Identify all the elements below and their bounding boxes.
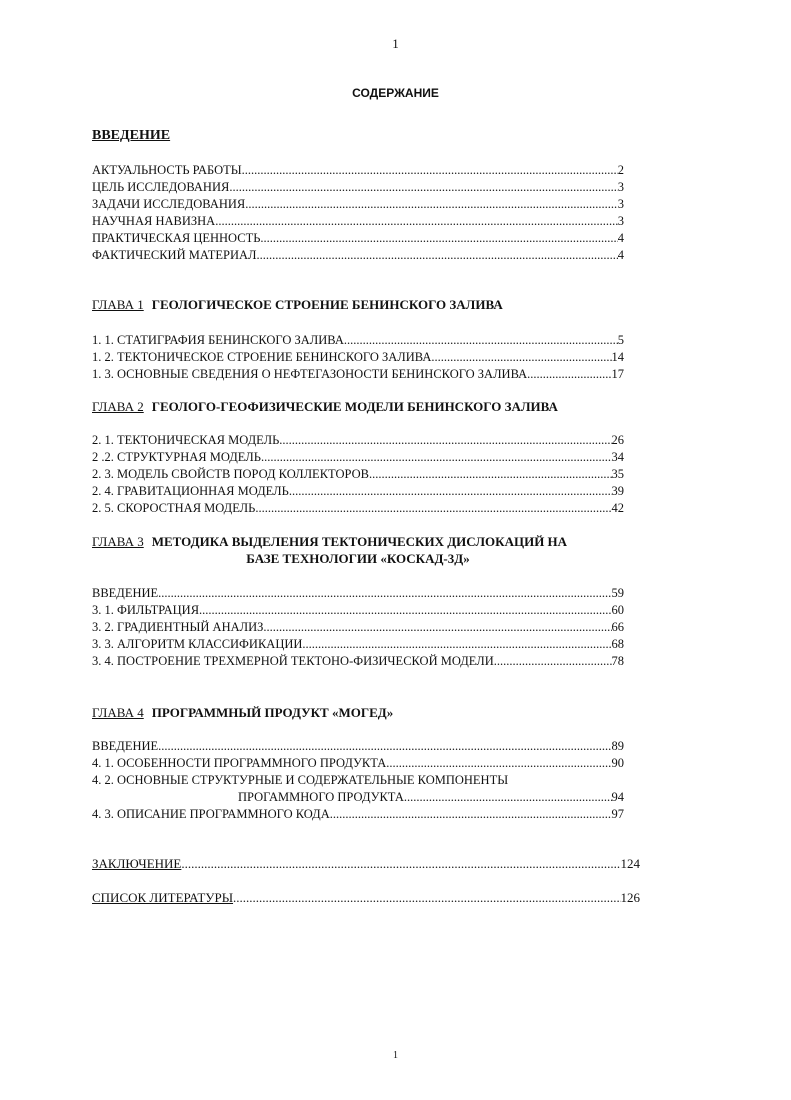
toc-entry: ВВЕДЕНИЕ ..... 89 — [92, 738, 624, 755]
chapter3-list — [92, 585, 624, 670]
toc-entry: НАУЧНАЯ НАВИЗНА ..... 3 — [92, 213, 624, 230]
toc-entry: 2. 5. СКОРОСТНАЯ МОДЕЛЬ ..... 42 — [92, 500, 624, 517]
page-number: 1 — [392, 36, 399, 51]
chapter1-label: ГЛАВА 1 — [92, 297, 144, 312]
toc-entry: 1. 3. ОСНОВНЫЕ СВЕДЕНИЯ О НЕФТЕГАЗОНОСТИ БЕНИНСКОГО ЗАЛИВА ..... 17 — [92, 366, 624, 383]
toc-entry: 2 .2. СТРУКТУРНАЯ МОДЕЛЬ ..... 34 — [92, 449, 624, 466]
intro-list — [92, 162, 624, 264]
toc-entry: ВВЕДЕНИЕ ..... 59 — [92, 585, 624, 602]
chapter3-title-line2: БАЗЕ ТЕХНОЛОГИИ «КОСКАД-3Д» — [246, 551, 470, 566]
toc-entry: 3. 4. ПОСТРОЕНИЕ ТРЕХМЕРНОЙ ТЕКТОНО-ФИЗИЧЕСКОЙ МОДЕЛИ ..... 78 — [92, 653, 624, 670]
toc-entry: 4. 3. ОПИСАНИЕ ПРОГРАММНОГО КОДА ..... 97 — [92, 806, 624, 823]
chapter3-heading — [92, 534, 567, 550]
chapter4-title: ПРОГРАММНЫЙ ПРОДУКТ «МОГЕД» — [151, 705, 394, 720]
toc-entry: АКТУАЛЬНОСТЬ РАБОТЫ ..... 2 — [92, 162, 624, 179]
toc-entry: ЗАДАЧИ ИССЛЕДОВАНИЯ ..... 3 — [92, 196, 624, 213]
footer-number: 1 — [393, 1050, 398, 1061]
toc-entry: 2. 1. ТЕКТОНИЧЕСКАЯ МОДЕЛЬ ..... 26 — [92, 432, 624, 449]
chapter2-label: ГЛАВА 2 — [92, 399, 144, 414]
chapter4-heading — [92, 705, 393, 721]
references-entry — [92, 889, 640, 906]
chapter1-title: ГЕОЛОГИЧЕСКОЕ СТРОЕНИЕ БЕНИНСКОГО ЗАЛИВА — [151, 297, 503, 312]
toc-entry-line2: ПРОГАММНОГО ПРОДУКТА ..... 94 — [92, 789, 624, 806]
toc-entry: 2. 3. МОДЕЛЬ СВОЙСТВ ПОРОД КОЛЛЕКТОРОВ ..... 35 — [92, 466, 624, 483]
intro-heading: ВВЕДЕНИЕ — [92, 128, 171, 143]
chapter3-label: ГЛАВА 3 — [92, 534, 144, 549]
conclusion-entry — [92, 855, 640, 872]
toc-entry: ПРАКТИЧЕСКАЯ ЦЕННОСТЬ ..... 4 — [92, 230, 624, 247]
chapter1-list — [92, 332, 624, 383]
chapter4-list — [92, 738, 624, 823]
toc-entry: 2. 4. ГРАВИТАЦИОННАЯ МОДЕЛЬ ..... 39 — [92, 483, 624, 500]
chapter2-list — [92, 432, 624, 517]
chapter2-heading — [92, 399, 558, 415]
references-label: СПИСОК ЛИТЕРАТУРЫ — [92, 890, 234, 905]
toc-entry: 4. 1. ОСОБЕННОСТИ ПРОГРАММНОГО ПРОДУКТА ..... 90 — [92, 755, 624, 772]
toc-entry: 1. 2. ТЕКТОНИЧЕСКОЕ СТРОЕНИЕ БЕНИНСКОГО ЗАЛИВА ..... 14 — [92, 349, 624, 366]
toc-entry: ЦЕЛЬ ИССЛЕДОВАНИЯ ..... 3 — [92, 179, 624, 196]
toc-entry: 3. 3. АЛГОРИТМ КЛАССИФИКАЦИИ ..... 68 — [92, 636, 624, 653]
chapter4-label: ГЛАВА 4 — [92, 705, 144, 720]
chapter2-title: ГЕОЛОГО-ГЕОФИЗИЧЕСКИЕ МОДЕЛИ БЕНИНСКОГО ЗАЛИВА — [151, 399, 558, 414]
toc-entry: 3. 1. ФИЛЬТРАЦИЯ ..... 60 — [92, 602, 624, 619]
toc-entry-line1: 4. 2. ОСНОВНЫЕ СТРУКТУРНЫЕ И СОДЕРЖАТЕЛЬНЫЕ КОМПОНЕНТЫ — [92, 773, 509, 787]
page-title: СОДЕРЖАНИЕ — [352, 86, 439, 100]
conclusion-page: 124 — [620, 856, 640, 871]
toc-entry: 3. 2. ГРАДИЕНТНЫЙ АНАЛИЗ ..... 66 — [92, 619, 624, 636]
chapter1-heading — [92, 297, 503, 313]
toc-entry: ФАКТИЧЕСКИЙ МАТЕРИАЛ ..... 4 — [92, 247, 624, 264]
conclusion-label: ЗАКЛЮЧЕНИЕ — [92, 856, 182, 871]
references-page: 126 — [620, 890, 640, 905]
chapter3-title-line1: МЕТОДИКА ВЫДЕЛЕНИЯ ТЕКТОНИЧЕСКИХ ДИСЛОКАЦИЙ НА — [151, 534, 568, 549]
toc-entry: 1. 1. СТАТИГРАФИЯ БЕНИНСКОГО ЗАЛИВА ..... 5 — [92, 332, 624, 349]
